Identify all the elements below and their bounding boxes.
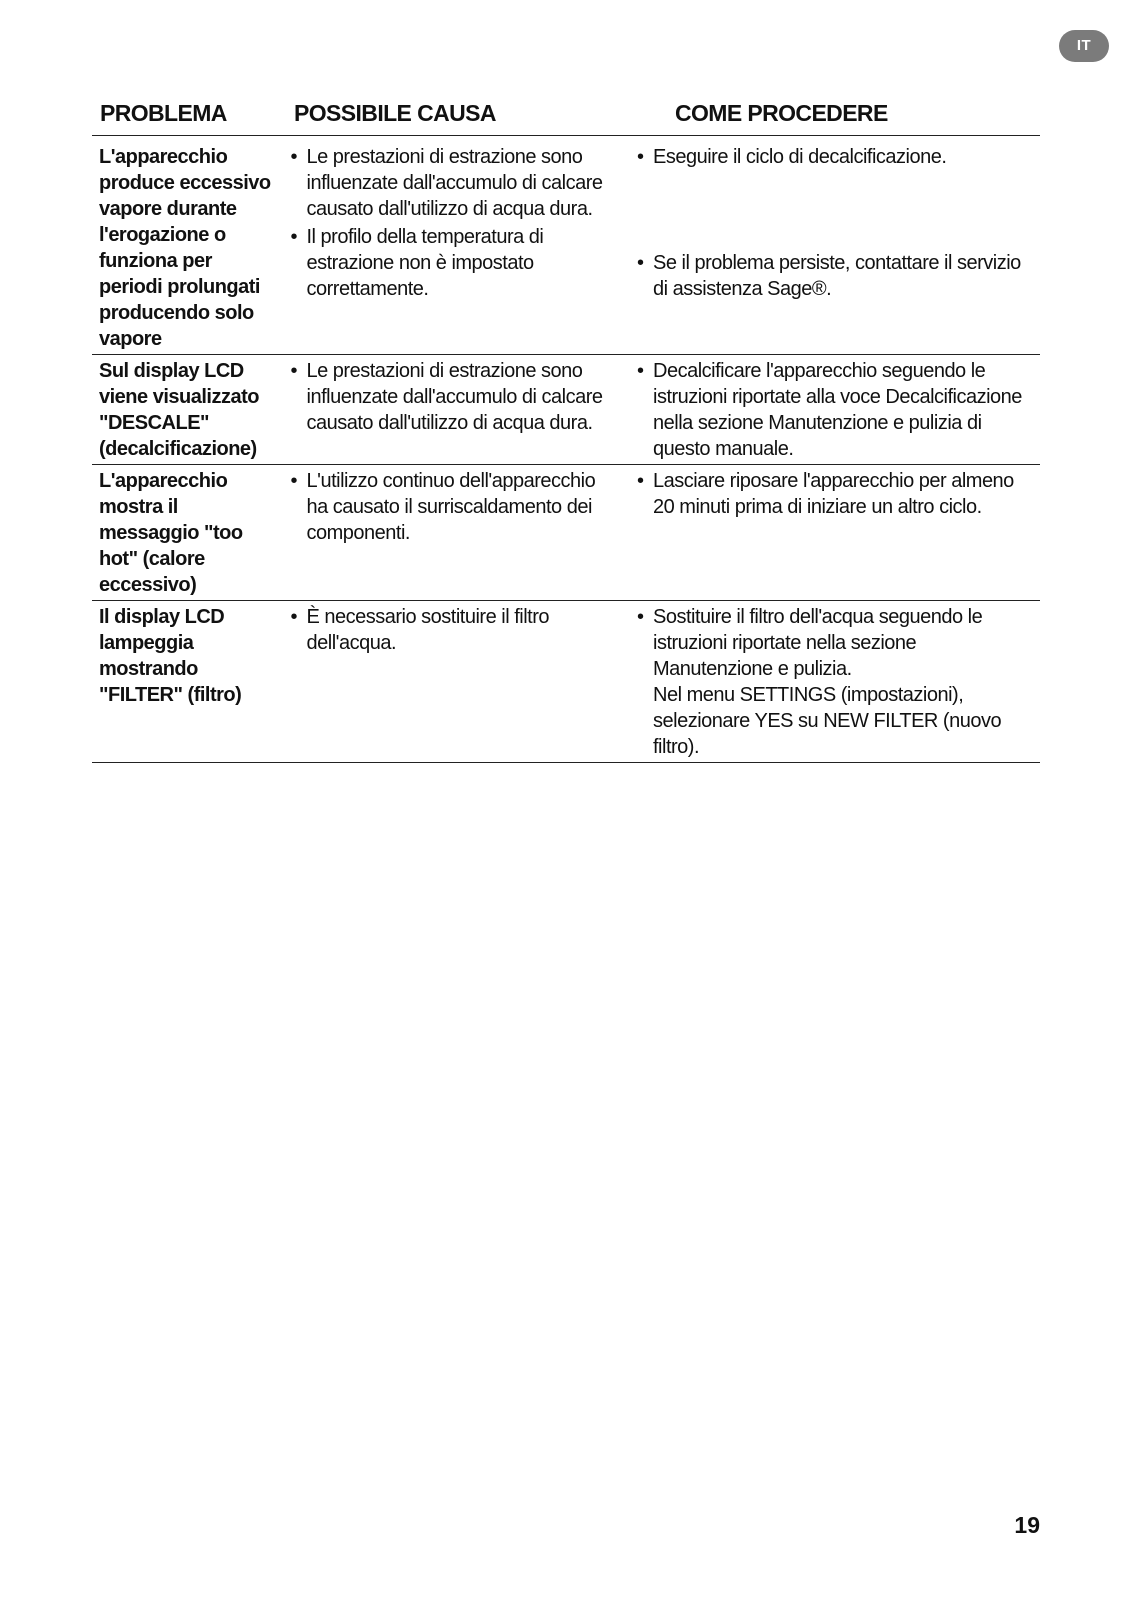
problem-cell: Il display LCD lampeggia mostrando "FILTER" (filtro): [92, 601, 282, 763]
problem-cell: L'apparecchio produce eccessivo vapore durante l'erogazione o funziona per periodi prolungati producendo solo vapore: [92, 136, 282, 355]
language-badge: IT: [1059, 30, 1109, 62]
cause-cell: [282, 136, 627, 355]
cause-item: • Il profilo della temperatura di estrazione non è impostato correttamente.: [291, 224, 622, 302]
action-item: • Sostituire il filtro dell'acqua seguendo le istruzioni riportate nella sezione Manutenzione e pulizia.: [637, 604, 1034, 682]
action-item: • Eseguire il ciclo di decalcificazione.: [637, 144, 1034, 170]
header-action: COME PROCEDERE: [627, 96, 1040, 136]
action-item-continuation: Nel menu SETTINGS (impostazioni), selezionare YES su NEW FILTER (nuovo filtro).: [653, 684, 1002, 758]
table-row: [92, 465, 1040, 601]
cause-cell: [282, 601, 627, 763]
action-cell: [627, 136, 1040, 355]
cause-item: • Le prestazioni di estrazione sono influenzate dall'accumulo di calcare causato dall'utilizzo di acqua dura.: [291, 358, 622, 436]
cause-item: • L'utilizzo continuo dell'apparecchio ha causato il surriscaldamento dei componenti.: [291, 468, 622, 546]
cause-item: • È necessario sostituire il filtro dell'acqua.: [291, 604, 622, 656]
cause-item: • Le prestazioni di estrazione sono influenzate dall'accumulo di calcare causato dall'utilizzo di acqua dura.: [291, 144, 622, 222]
action-cell: [627, 465, 1040, 601]
table-row: [92, 601, 1040, 763]
header-cause: POSSIBILE CAUSA: [282, 96, 627, 136]
action-item: • Lasciare riposare l'apparecchio per almeno 20 minuti prima di iniziare un altro ciclo.: [637, 468, 1034, 520]
cause-cell: [282, 465, 627, 601]
header-problem: PROBLEMA: [92, 96, 282, 136]
troubleshooting-table: [92, 96, 1040, 763]
action-cell: [627, 601, 1040, 763]
action-item: • Se il problema persiste, contattare il servizio di assistenza Sage®.: [637, 250, 1034, 302]
cause-cell: [282, 355, 627, 465]
page-number: 19: [1014, 1512, 1040, 1538]
problem-cell: Sul display LCD viene visualizzato "DESCALE" (decalcificazione): [92, 355, 282, 465]
problem-cell: L'apparecchio mostra il messaggio "too hot" (calore eccessivo): [92, 465, 282, 601]
action-cell: [627, 355, 1040, 465]
table-header-row: [92, 96, 1040, 136]
table-row: [92, 355, 1040, 465]
table-row: [92, 136, 1040, 355]
action-item: • Decalcificare l'apparecchio seguendo le istruzioni riportate alla voce Decalcificazione nella sezione Manutenzione e pulizia di questo manuale.: [637, 358, 1034, 462]
